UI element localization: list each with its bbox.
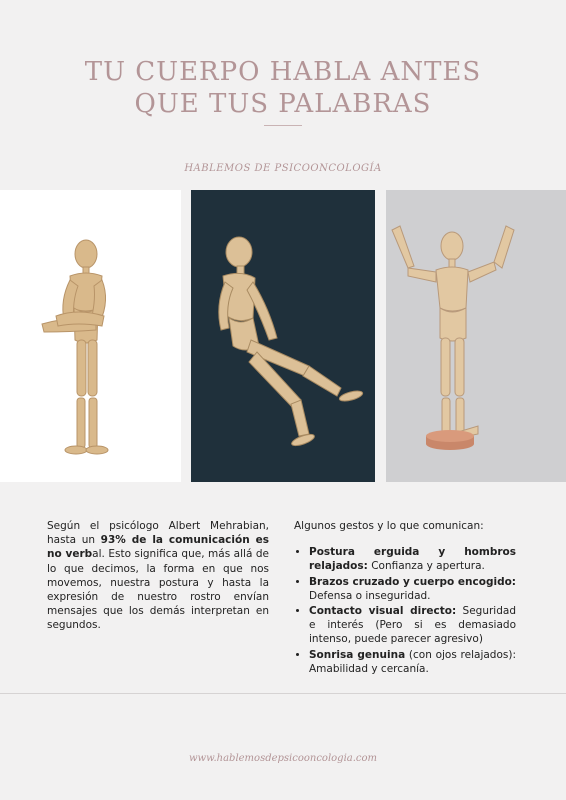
gesture-desc: Seguridad e interés (Pero si es demasiado intenso, puede parecer agresivo) (309, 605, 516, 646)
gesture-desc: Confianza y apertura. (367, 560, 485, 573)
gesture-desc: (con ojos relajados): Amabilidad y cercanía. (309, 648, 516, 675)
gesture-item (309, 545, 516, 573)
footer-url[interactable]: www.hablemosdepsicooncologia.com (188, 753, 378, 764)
photo-seated-mannequin (191, 190, 375, 482)
page-title (0, 56, 566, 120)
intro-text-after: al. Esto significa que, más allá de lo que decimos, la forma en que nos movemos, nuestra postura y hasta la expresión de nuestro rostro envían mensajes que los demás interpretan en segundos. (47, 548, 269, 632)
gesture-item (309, 604, 516, 647)
footer-divider (0, 693, 566, 694)
gesture-item (309, 575, 516, 603)
subtitle: HABLEMOS DE PSICOONCOLOGÍA (184, 163, 382, 174)
mannequin-crossed-arms-illustration (0, 190, 181, 482)
gestures-section (294, 519, 516, 677)
gesture-term: Contacto visual directo: (309, 605, 457, 618)
title-line-2: QUE TUS PALABRAS (134, 89, 432, 119)
gesture-item (309, 648, 516, 676)
intro-paragraph (47, 519, 269, 633)
intro-highlight: 93% de la comunicación es no verb (47, 534, 269, 561)
mannequin-seated-illustration (191, 190, 375, 482)
gesture-term: Sonrisa genuina (309, 648, 406, 661)
photo-crossed-arms-mannequin (0, 190, 181, 482)
gesture-term: Postura erguida y hombros relajados: (309, 546, 516, 573)
gestures-list (294, 545, 516, 676)
gestures-heading: Algunos gestos y lo que comunican: (294, 520, 484, 532)
title-line-1: TU CUERPO HABLA ANTES (84, 57, 482, 87)
gesture-term: Brazos cruzado y cuerpo encogido: (309, 575, 516, 588)
gesture-desc: Defensa o inseguridad. (309, 589, 431, 602)
mannequin-raised-arms-illustration (386, 190, 566, 482)
photo-raised-arms-mannequin (386, 190, 566, 482)
title-divider (264, 125, 302, 126)
intro-text-before: Según el psicólogo Albert Mehrabian, hasta un (47, 520, 269, 547)
